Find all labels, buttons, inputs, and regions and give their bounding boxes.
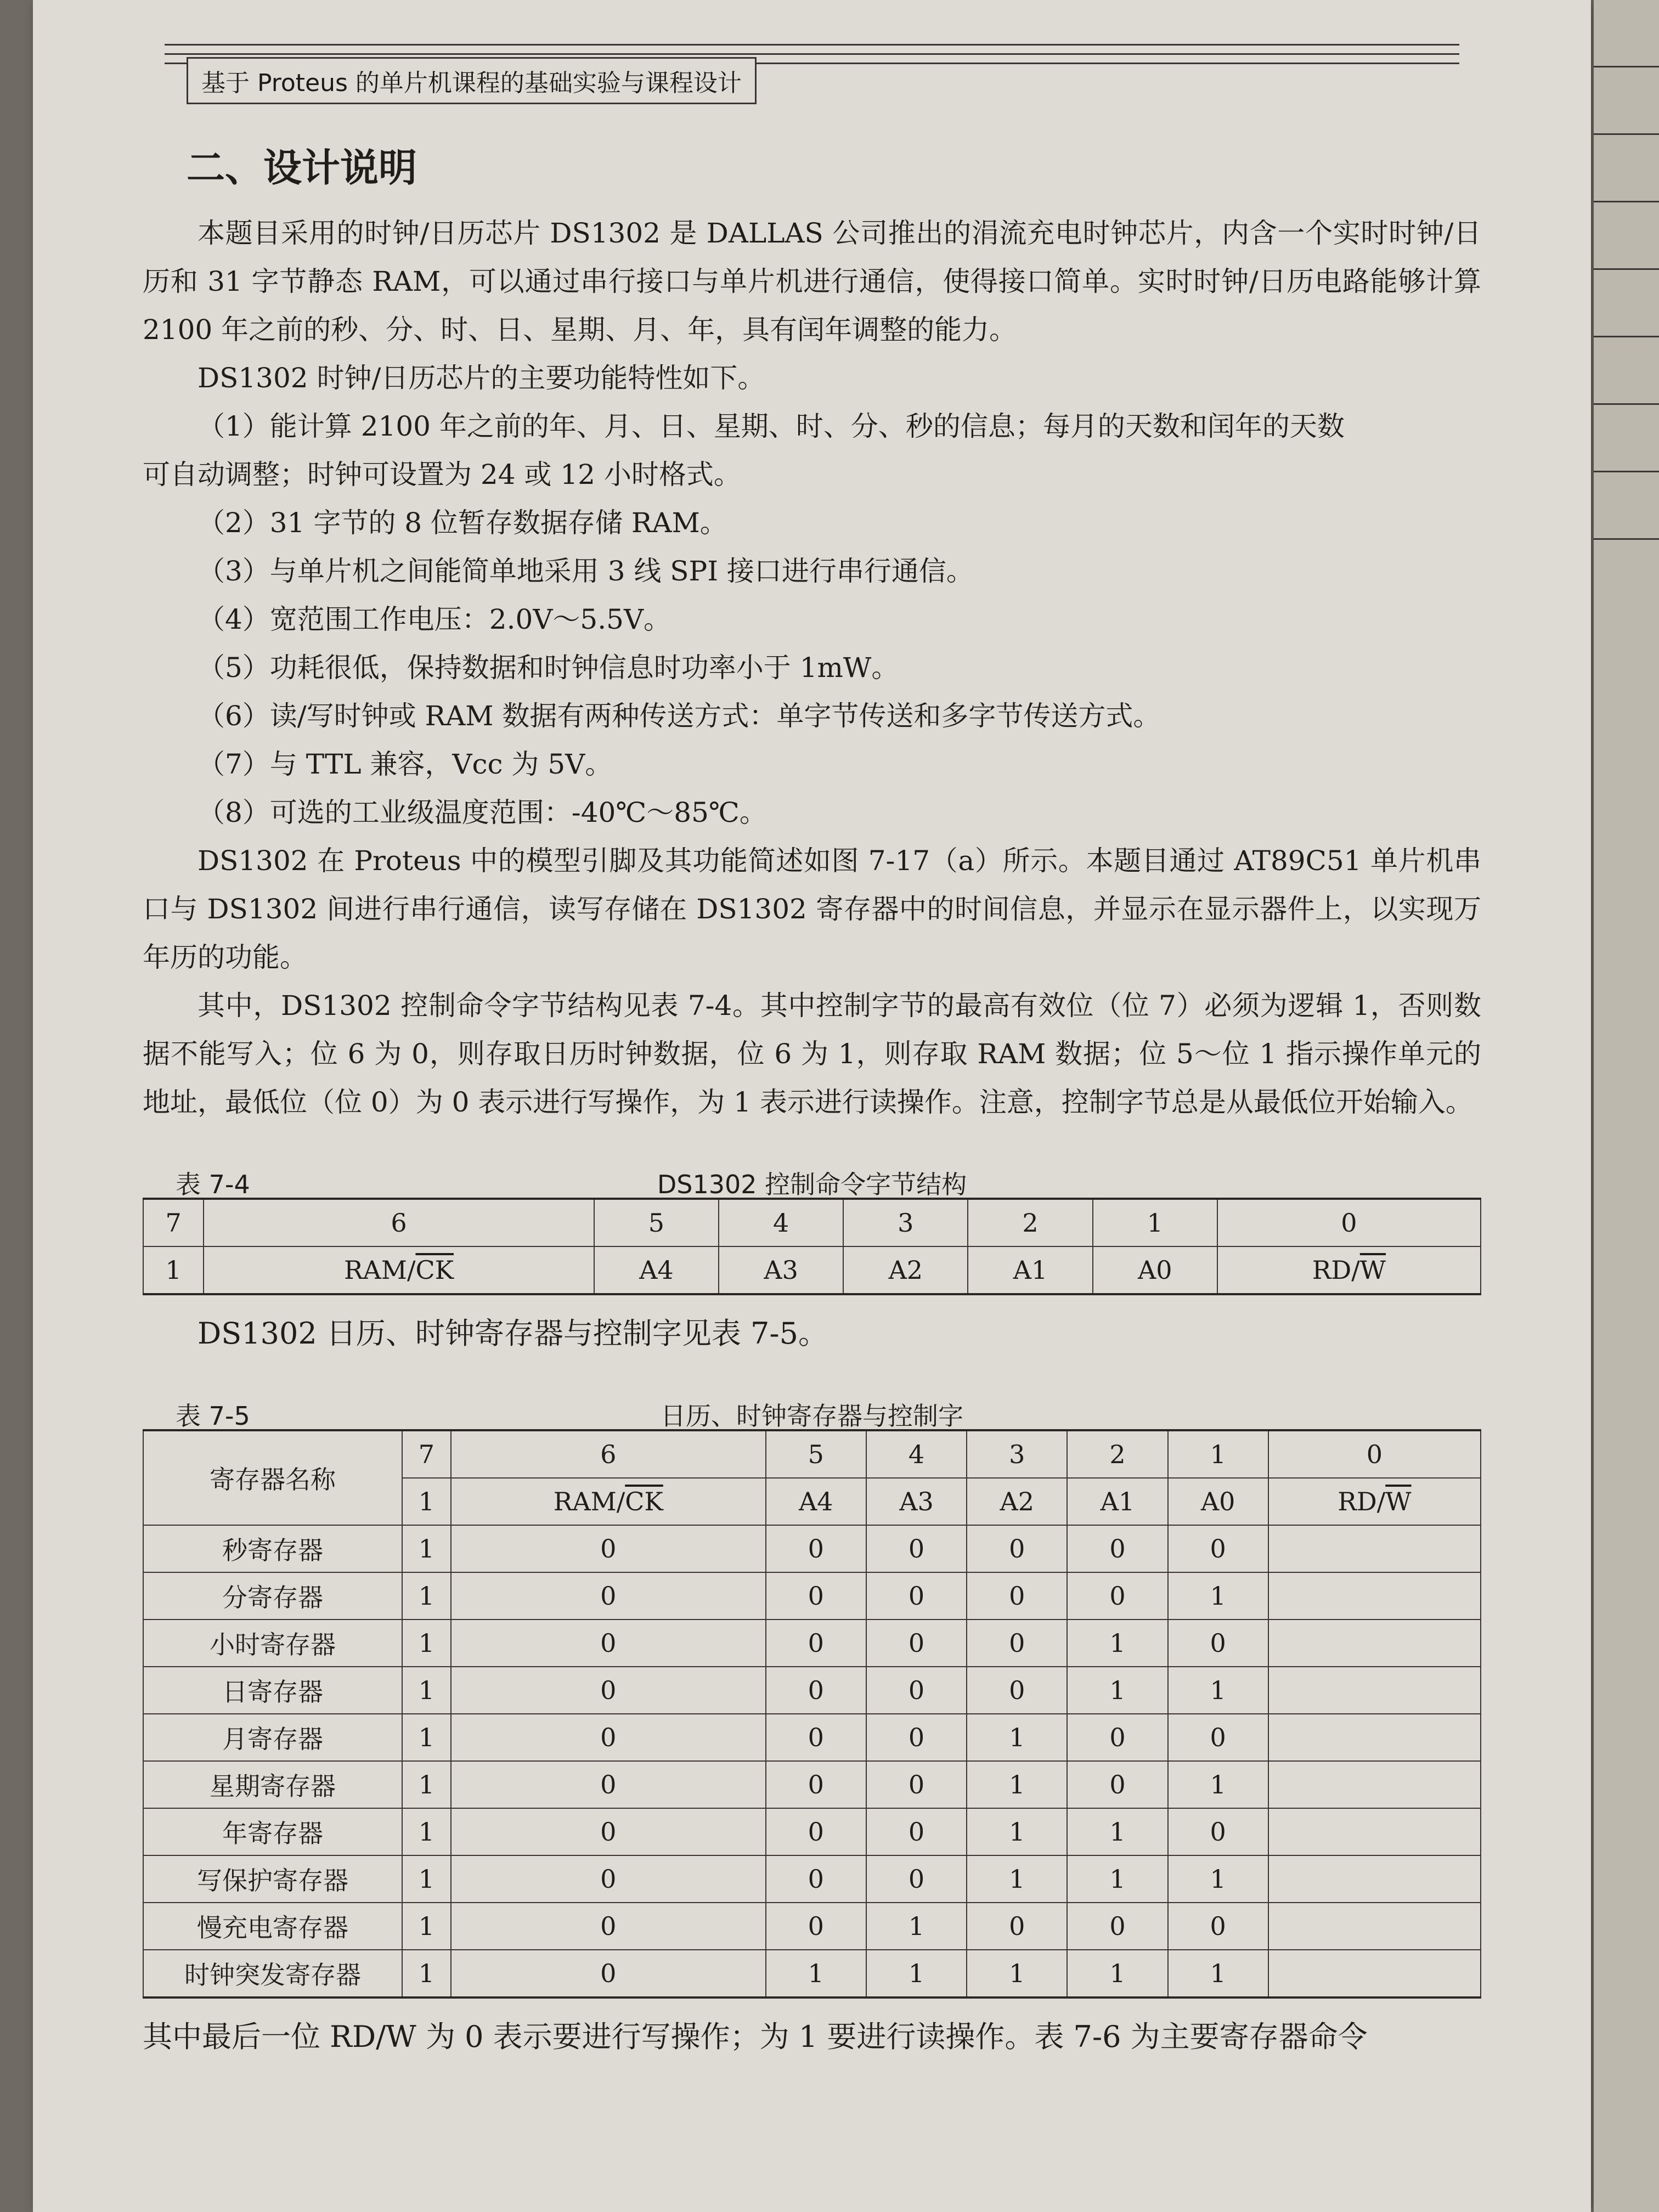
table-row xyxy=(143,1761,1481,1808)
table-7-5-reference: DS1302 日历、时钟寄存器与控制字见表 7-5。 xyxy=(198,1316,828,1351)
bit-header: 6 xyxy=(204,1199,594,1246)
running-header-title: 基于 Proteus 的单片机课程的基础实验与课程设计 xyxy=(187,57,757,104)
table-cell: A2 xyxy=(843,1246,968,1294)
feature-item: （8）可选的工业级温度范围：-40℃～85℃。 xyxy=(198,797,767,828)
table-cell: 1 xyxy=(1168,1667,1268,1714)
feature-item: （6）读/写时钟或 RAM 数据有两种传送方式：单字节传送和多字节传送方式。 xyxy=(198,700,1161,732)
table-cell: 1 xyxy=(402,1761,451,1808)
table-cell: A0 xyxy=(1168,1478,1268,1525)
table-cell: 0 xyxy=(866,1761,967,1808)
table-cell: 1 xyxy=(866,1950,967,1997)
feature-item: （4）宽范围工作电压：2.0V～5.5V。 xyxy=(198,603,672,635)
bit-header: 7 xyxy=(402,1430,451,1478)
table-7-5-caption xyxy=(143,1380,1481,1429)
table-caption: DS1302 控制命令字节结构 xyxy=(657,1170,967,1199)
table-cell xyxy=(1268,1714,1481,1761)
table-cell: 1 xyxy=(402,1525,451,1572)
table-cell xyxy=(1268,1808,1481,1855)
table-cell: 0 xyxy=(766,1620,866,1667)
table-cell: A1 xyxy=(1067,1478,1167,1525)
model-paragraph: DS1302 在 Proteus 中的模型引脚及其功能简述如图 7-17（a）所示。本题目通过 AT89C51 单片机串口与 DS1302 间进行串行通信，读写存储在 DS1302 寄存器中的时间信息，并显示在显示器件上，以实现万年历的功能。 xyxy=(143,845,1481,973)
bit-header: 4 xyxy=(866,1430,967,1478)
control-paragraph: 其中，DS1302 控制命令字节结构见表 7-4。其中控制字节的最高有效位（位 7）必须为逻辑 1，否则数据不能写入；位 6 为 0，则存取日历时钟数据，位 6 为 1，则存取 RAM 数据；位 5～位 1 指示操作单元的地址，最低位（位 0）为 0 表示进行写操作，为 1 表示进行读操作。注意，控制字节总是从最低位开始输入。 xyxy=(143,990,1481,1118)
table-cell: 1 xyxy=(1168,1950,1268,1997)
table-7-5 xyxy=(143,1429,1481,1999)
table-cell: 1 xyxy=(766,1950,866,1997)
table-header-row xyxy=(143,1199,1481,1246)
table-cell: 1 xyxy=(967,1808,1067,1855)
table-cell: 1 xyxy=(1067,1855,1167,1903)
table-cell: 0 xyxy=(866,1714,967,1761)
table-cell: 1 xyxy=(402,1620,451,1667)
bit-header: 5 xyxy=(766,1430,866,1478)
table-cell: 0 xyxy=(866,1855,967,1903)
table-row xyxy=(143,1572,1481,1620)
table-row xyxy=(143,1667,1481,1714)
table-cell: 0 xyxy=(451,1950,766,1997)
table-cell: 1 xyxy=(1067,1808,1167,1855)
register-name: 写保护寄存器 xyxy=(143,1855,402,1903)
table-cell: A4 xyxy=(766,1478,866,1525)
table-cell: 0 xyxy=(451,1808,766,1855)
bit-header: 0 xyxy=(1217,1199,1481,1246)
table-cell xyxy=(1268,1572,1481,1620)
table-cell: 1 xyxy=(402,1714,451,1761)
register-name: 分寄存器 xyxy=(143,1572,402,1620)
table-cell: 0 xyxy=(451,1525,766,1572)
table-cell: 0 xyxy=(766,1855,866,1903)
bit-header: 5 xyxy=(594,1199,719,1246)
table-id: 表 7-4 xyxy=(176,1170,250,1199)
table-cell: 1 xyxy=(402,1572,451,1620)
register-name: 月寄存器 xyxy=(143,1714,402,1761)
name-header: 寄存器名称 xyxy=(143,1430,402,1525)
table-body xyxy=(143,1525,1481,1997)
table-cell: 0 xyxy=(1168,1714,1268,1761)
register-name: 时钟突发寄存器 xyxy=(143,1950,402,1997)
bit-header: 7 xyxy=(143,1199,204,1246)
table-cell xyxy=(1268,1903,1481,1950)
table-cell: 1 xyxy=(1168,1572,1268,1620)
cell-text: RD/ xyxy=(1338,1487,1386,1516)
table-cell: 1 xyxy=(967,1855,1067,1903)
table-cell xyxy=(1268,1761,1481,1808)
table-cell: 1 xyxy=(967,1714,1067,1761)
bit-header: 0 xyxy=(1268,1430,1481,1478)
table-cell: 1 xyxy=(866,1903,967,1950)
table-id: 表 7-5 xyxy=(176,1401,250,1431)
bit-header: 3 xyxy=(843,1199,968,1246)
feature-item: （1）能计算 2100 年之前的年、月、日、星期、时、分、秒的信息；每月的天数和闰年的天数 xyxy=(198,410,1345,442)
table-cell: 0 xyxy=(451,1714,766,1761)
overline-text: $\overline{W}$ xyxy=(1385,1487,1412,1516)
table-cell: A0 xyxy=(1093,1246,1217,1294)
table-cell: 0 xyxy=(1067,1714,1167,1761)
table-cell: 1 xyxy=(1168,1855,1268,1903)
table-cell: 0 xyxy=(1168,1620,1268,1667)
table-cell: 0 xyxy=(1067,1903,1167,1950)
section-heading: 二、设计说明 xyxy=(187,145,417,190)
table-cell: 0 xyxy=(1067,1572,1167,1620)
table-header-row xyxy=(143,1430,1481,1478)
table-cell xyxy=(1268,1478,1481,1525)
table-7-4-caption xyxy=(143,1148,1481,1198)
feature-item: （3）与单片机之间能简单地采用 3 线 SPI 接口进行串行通信。 xyxy=(198,555,974,587)
table-cell: 0 xyxy=(1168,1525,1268,1572)
table-cell: 0 xyxy=(967,1903,1067,1950)
table-cell: A4 xyxy=(594,1246,719,1294)
table-cell xyxy=(1268,1620,1481,1667)
table-caption: 日历、时钟寄存器与控制字 xyxy=(661,1401,963,1431)
bit-header: 3 xyxy=(967,1430,1067,1478)
page-content xyxy=(143,137,1481,2061)
table-cell: 0 xyxy=(967,1667,1067,1714)
table-cell: 0 xyxy=(451,1667,766,1714)
table-cell: A1 xyxy=(968,1246,1092,1294)
table-cell: A3 xyxy=(866,1478,967,1525)
table-cell: 0 xyxy=(451,1620,766,1667)
bit-header: 2 xyxy=(968,1199,1092,1246)
table-cell: 1 xyxy=(1067,1620,1167,1667)
table-cell: 0 xyxy=(766,1903,866,1950)
table-cell xyxy=(1268,1667,1481,1714)
table-row xyxy=(143,1950,1481,1997)
feature-list xyxy=(143,402,1481,837)
table-row xyxy=(143,1620,1481,1667)
table-cell: 1 xyxy=(1067,1950,1167,1997)
cell-text: RD/ xyxy=(1312,1255,1360,1285)
bit-header: 2 xyxy=(1067,1430,1167,1478)
feature-item: （5）功耗很低，保持数据和时钟信息时功率小于 1mW。 xyxy=(198,652,899,684)
table-cell xyxy=(1268,1525,1481,1572)
table-row xyxy=(143,1855,1481,1903)
table-row xyxy=(143,1246,1481,1294)
feature-item-continuation: 可自动调整；时钟可设置为 24 或 12 小时格式。 xyxy=(143,459,741,490)
table-cell: 0 xyxy=(451,1761,766,1808)
overline-text: $\overline{CK}$ xyxy=(625,1487,663,1516)
feature-item: （7）与 TTL 兼容，Vcc 为 5V。 xyxy=(198,748,613,780)
table-cell: 1 xyxy=(143,1246,204,1294)
table-cell: 0 xyxy=(451,1855,766,1903)
register-name: 年寄存器 xyxy=(143,1808,402,1855)
table-cell: 0 xyxy=(967,1525,1067,1572)
table-cell: 1 xyxy=(402,1667,451,1714)
table-cell: 1 xyxy=(402,1903,451,1950)
overline-text: $\overline{W}$ xyxy=(1359,1255,1386,1285)
table-cell: 1 xyxy=(402,1950,451,1997)
register-name: 星期寄存器 xyxy=(143,1761,402,1808)
intro-paragraph: 本题目采用的时钟/日历芯片 DS1302 是 DALLAS 公司推出的涓流充电时钟芯片，内含一个实时时钟/日历和 31 字节静态 RAM，可以通过串行接口与单片机进行通信，使得接口简单。实时时钟/日历电路能够计算 2100 年之前的秒、分、时、日、星期、月、年，具有闰年调整的能力。 xyxy=(143,217,1481,346)
table-cell: 0 xyxy=(766,1572,866,1620)
running-header xyxy=(165,33,1459,104)
table-row xyxy=(143,1808,1481,1855)
table-cell: 1 xyxy=(1168,1761,1268,1808)
table-cell xyxy=(451,1478,766,1525)
closing-line xyxy=(143,2013,1481,2061)
bit-header: 1 xyxy=(1168,1430,1268,1478)
table-cell: A3 xyxy=(719,1246,843,1294)
table-cell xyxy=(204,1246,594,1294)
bit-header: 6 xyxy=(451,1430,766,1478)
table-cell: 1 xyxy=(1067,1667,1167,1714)
table-cell xyxy=(1268,1950,1481,1997)
table-cell xyxy=(1268,1855,1481,1903)
table-cell: 0 xyxy=(866,1667,967,1714)
table-cell: 1 xyxy=(402,1855,451,1903)
overline-text: $\overline{CK}$ xyxy=(415,1255,454,1285)
register-name: 日寄存器 xyxy=(143,1667,402,1714)
book-page xyxy=(33,0,1591,2212)
table-cell: 0 xyxy=(866,1808,967,1855)
table-7-4 xyxy=(143,1198,1481,1295)
table-cell: 0 xyxy=(967,1572,1067,1620)
cell-text: RAM/ xyxy=(343,1255,416,1285)
table-cell: 0 xyxy=(766,1714,866,1761)
table-row xyxy=(143,1525,1481,1572)
feature-item: （2）31 字节的 8 位暂存数据存储 RAM。 xyxy=(198,507,727,539)
table-cell: 1 xyxy=(967,1950,1067,1997)
table-cell: 0 xyxy=(766,1761,866,1808)
register-name: 秒寄存器 xyxy=(143,1525,402,1572)
table-cell: 0 xyxy=(866,1620,967,1667)
register-name: 小时寄存器 xyxy=(143,1620,402,1667)
table-cell: A2 xyxy=(967,1478,1067,1525)
closing-text: 其中最后一位 RD/W 为 0 表示要进行写操作；为 1 要进行读操作。表 7-6 为主要寄存器命令 xyxy=(143,2019,1368,2054)
bit-header: 1 xyxy=(1093,1199,1217,1246)
table-cell: 1 xyxy=(402,1808,451,1855)
table-row xyxy=(143,1903,1481,1950)
table-cell: 0 xyxy=(451,1903,766,1950)
table-cell: 0 xyxy=(1067,1761,1167,1808)
table-cell: 0 xyxy=(1067,1525,1167,1572)
table-row xyxy=(143,1714,1481,1761)
adjacent-page-edge xyxy=(1594,0,1659,2212)
table-cell: 0 xyxy=(967,1620,1067,1667)
features-intro: DS1302 时钟/日历芯片的主要功能特性如下。 xyxy=(198,362,765,394)
bit-header: 4 xyxy=(719,1199,843,1246)
table-cell: 0 xyxy=(866,1572,967,1620)
table-cell: 1 xyxy=(402,1478,451,1525)
table-cell xyxy=(1217,1246,1481,1294)
table-cell: 0 xyxy=(1168,1808,1268,1855)
cell-text: RAM/ xyxy=(553,1487,625,1516)
table-cell: 0 xyxy=(866,1525,967,1572)
table-cell: 0 xyxy=(1168,1903,1268,1950)
table-cell: 0 xyxy=(766,1808,866,1855)
table-cell: 0 xyxy=(451,1572,766,1620)
table-cell: 1 xyxy=(967,1761,1067,1808)
register-name: 慢充电寄存器 xyxy=(143,1903,402,1950)
table-cell: 0 xyxy=(766,1525,866,1572)
table-cell: 0 xyxy=(766,1667,866,1714)
